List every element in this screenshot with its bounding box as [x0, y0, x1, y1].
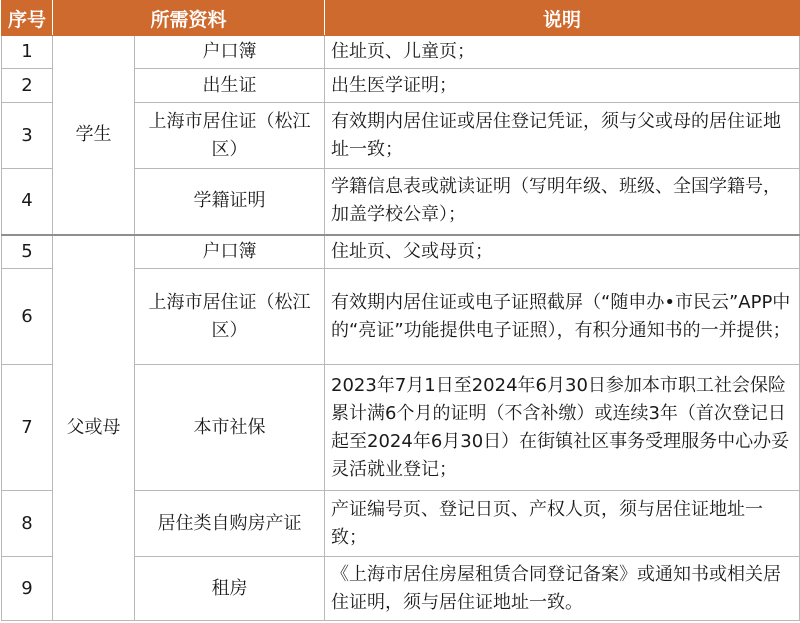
row-number: 3 [2, 103, 53, 169]
material-cell: 户口簿 [135, 36, 325, 69]
material-cell: 居住类自购房产证 [135, 491, 325, 557]
row-number: 4 [2, 169, 53, 235]
table-header-row [2, 1, 800, 36]
note-cell: 住址页、父或母页； [325, 235, 800, 269]
table-row [2, 235, 800, 269]
group-label-parent: 父或母 [53, 235, 135, 621]
row-number: 6 [2, 269, 53, 365]
requirements-table [1, 0, 800, 621]
note-cell: 《上海市居住房屋租赁合同登记备案》或通知书或相关居住证明，须与居住证地址一致。 [325, 557, 800, 621]
row-number: 5 [2, 235, 53, 269]
note-cell: 产证编号页、登记日页、产权人页，须与居住证地址一致； [325, 491, 800, 557]
material-cell: 出生证 [135, 69, 325, 103]
row-number: 7 [2, 365, 53, 491]
note-cell: 出生医学证明； [325, 69, 800, 103]
material-cell: 上海市居住证（松江区） [135, 103, 325, 169]
material-cell: 租房 [135, 557, 325, 621]
material-cell: 上海市居住证（松江区） [135, 269, 325, 365]
header-note: 说明 [325, 1, 800, 36]
row-number: 2 [2, 69, 53, 103]
material-cell: 户口簿 [135, 235, 325, 269]
table-row [2, 36, 800, 69]
material-cell: 学籍证明 [135, 169, 325, 235]
note-cell: 住址页、儿童页； [325, 36, 800, 69]
row-number: 8 [2, 491, 53, 557]
group-label-student: 学生 [53, 36, 135, 235]
material-cell: 本市社保 [135, 365, 325, 491]
note-cell: 有效期内居住证或居住登记凭证，须与父或母的居住证地址一致； [325, 103, 800, 169]
note-cell: 有效期内居住证或电子证照截屏（“随申办•市民云”APP中的“亮证”功能提供电子证照），有积分通知书的一并提供； [325, 269, 800, 365]
note-cell: 学籍信息表或就读证明（写明年级、班级、全国学籍号，加盖学校公章）； [325, 169, 800, 235]
header-material: 所需资料 [53, 1, 325, 36]
row-number: 1 [2, 36, 53, 69]
row-number: 9 [2, 557, 53, 621]
note-cell: 2023年7月1日至2024年6月30日参加本市职工社会保险累计满6个月的证明（不含补缴）或连续3年（首次登记日起至2024年6月30日）在街镇社区事务受理服务中心办妥灵活就业登记； [325, 365, 800, 491]
header-no: 序号 [2, 1, 53, 36]
